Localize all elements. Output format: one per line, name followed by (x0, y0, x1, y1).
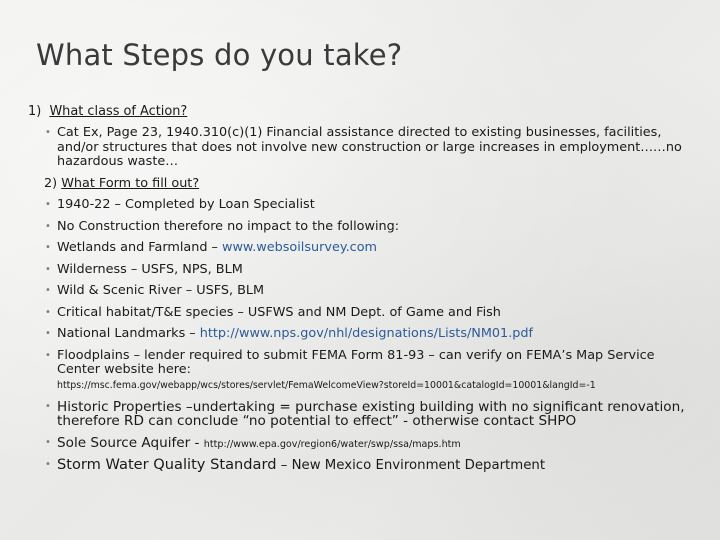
bullet-icon: • (45, 263, 51, 275)
list-item (28, 220, 700, 235)
list-item (28, 306, 700, 321)
list-item-text: Wild & Scenic River – USFS, BLM (57, 283, 265, 298)
wetlands-text: Wetlands and Farmland – (57, 240, 222, 255)
stormwater-label: Storm Water Quality Standard (57, 455, 277, 473)
bullet-icon: • (45, 242, 51, 253)
list-item-historic (28, 400, 700, 429)
floodplains-text: Floodplains – lender required to submit FEMA Form 81-93 – can verify on FEMA’s Map Service Center website here: (57, 347, 655, 377)
bullet-icon: • (45, 349, 51, 361)
bullet-icon: • (45, 458, 51, 470)
list-item-landmarks (28, 327, 700, 342)
bullet-icon: • (45, 199, 51, 210)
list-item-text: 1940-22 – Completed by Loan Specialist (57, 197, 315, 212)
step-1-number: 1) (28, 104, 42, 119)
list-item-stormwater (28, 455, 700, 474)
fema-url[interactable]: https://msc.fema.gov/webapp/wcs/stores/servlet/FemaWelcomeView?storeId=10001&catalogId=10001&langId=-1 (57, 379, 596, 391)
bullet-cat-ex-text: Cat Ex, Page 23, 1940.310(c)(1) Financial assistance directed to existing businesses, facilities, and/or structures that does not involve new construction or large increases in employment……no hazardous waste… (57, 125, 682, 169)
list-item (28, 263, 700, 278)
slide-content (28, 104, 700, 480)
epa-aquifer-link[interactable]: http://www.epa.gov/region6/water/swp/ssa/maps.htm (203, 438, 461, 450)
bullet-cat-ex (28, 126, 700, 170)
stormwater-rest: – New Mexico Environment Department (276, 457, 546, 473)
list-item-sole-source (28, 436, 700, 451)
landmarks-text: National Landmarks – (57, 326, 200, 341)
list-item (28, 198, 700, 213)
historic-text: Historic Properties –undertaking = purchase existing building with no significant renovation, therefore RD can conclude “no potential to effect” - otherwise contact SHPO (57, 398, 685, 429)
list-item-text: No Construction therefore no impact to the following: (57, 218, 400, 234)
bullet-icon: • (45, 328, 51, 339)
bullet-icon: • (45, 306, 51, 318)
bullet-icon: • (45, 436, 51, 448)
bullet-icon: • (45, 220, 51, 232)
nps-landmarks-link[interactable]: http://www.nps.gov/nhl/designations/Lists/NM01.pdf (199, 326, 534, 341)
step-1-label: What class of Action? (49, 104, 188, 119)
list-item-floodplains (28, 349, 700, 378)
bullet-icon: • (45, 285, 51, 296)
websoilsurvey-link[interactable]: www.websoilsurvey.com (222, 240, 377, 255)
step-1 (28, 104, 700, 119)
step-2-label: What Form to fill out? (61, 175, 200, 191)
list-item-text: Critical habitat/T&E species – USFWS and NM Dept. of Game and Fish (57, 304, 501, 320)
list-item-wetlands (28, 241, 700, 256)
bullet-icon: • (45, 400, 51, 412)
list-item-text: Wilderness – USFS, NPS, BLM (57, 261, 243, 277)
slide-title: What Steps do you take? (36, 38, 403, 72)
step-2 (28, 177, 700, 192)
step-2-number: 2) (44, 175, 58, 191)
sole-source-text: Sole Source Aquifer - (57, 434, 204, 451)
bullet-icon: • (45, 127, 51, 138)
list-item (28, 284, 700, 299)
